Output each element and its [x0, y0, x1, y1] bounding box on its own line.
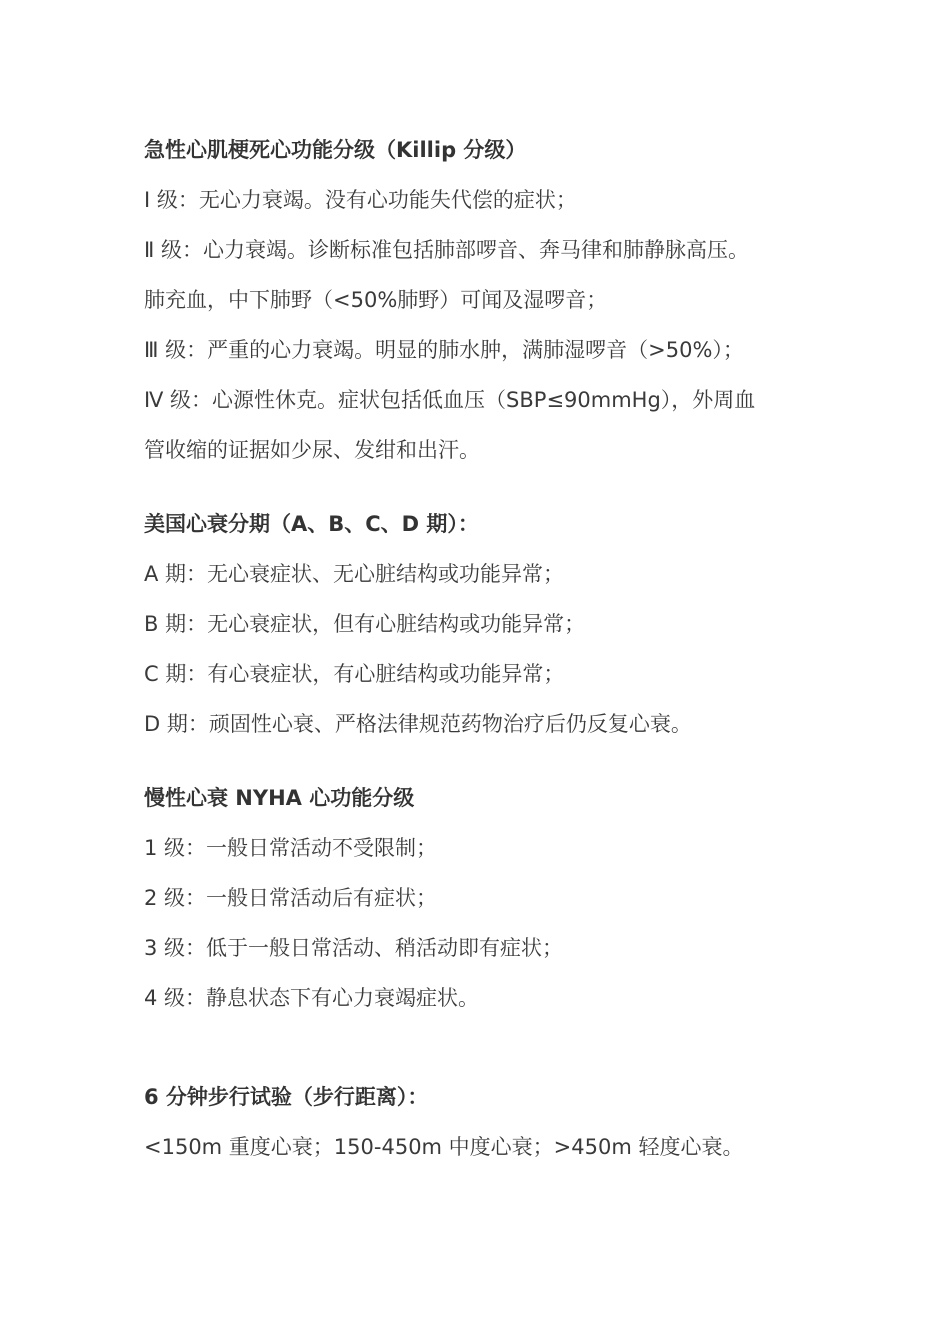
staging-line-c: C 期：有心衰症状，有心脏结构或功能异常； [144, 662, 565, 686]
killip-line-2: Ⅱ 级：心力衰竭。诊断标准包括肺部啰音、奔马律和肺静脉高压。 [144, 238, 750, 262]
killip-line-3: 肺充血，中下肺野（<50%肺野）可闻及湿啰音； [144, 288, 608, 312]
staging-line-d: D 期：顽固性心衰、严格法律规范药物治疗后仍反复心衰。 [144, 712, 692, 736]
nyha-line-2: 2 级：一般日常活动后有症状； [144, 886, 438, 910]
section-heading-us-staging: 美国心衰分期（A、B、C、D 期）： [144, 512, 479, 536]
killip-line-6: 管收缩的证据如少尿、发绀和出汗。 [144, 438, 480, 462]
nyha-line-1: 1 级：一般日常活动不受限制； [144, 836, 438, 860]
killip-line-4: Ⅲ 级：严重的心力衰竭。明显的肺水肿，满肺湿啰音（>50%）； [144, 338, 744, 362]
nyha-line-4: 4 级：静息状态下有心力衰竭症状。 [144, 986, 480, 1010]
nyha-line-3: 3 级：低于一般日常活动、稍活动即有症状； [144, 936, 564, 960]
walk-test-line: <150m 重度心衰；150-450m 中度心衰；>450m 轻度心衰。 [144, 1135, 744, 1159]
killip-line-5: Ⅳ 级：心源性休克。症状包括低血压（SBP≤90mmHg），外周血 [144, 388, 756, 412]
section-heading-6mwt: 6 分钟步行试验（步行距离）： [144, 1085, 429, 1109]
section-heading-nyha: 慢性心衰 NYHA 心功能分级 [144, 786, 415, 810]
section-heading-killip: 急性心肌梗死心功能分级（Killip 分级） [144, 138, 527, 162]
staging-line-b: B 期：无心衰症状，但有心脏结构或功能异常； [144, 612, 586, 636]
staging-line-a: A 期：无心衰症状、无心脏结构或功能异常； [144, 562, 565, 586]
killip-line-1: Ⅰ 级：无心力衰竭。没有心功能失代偿的症状； [144, 188, 577, 212]
